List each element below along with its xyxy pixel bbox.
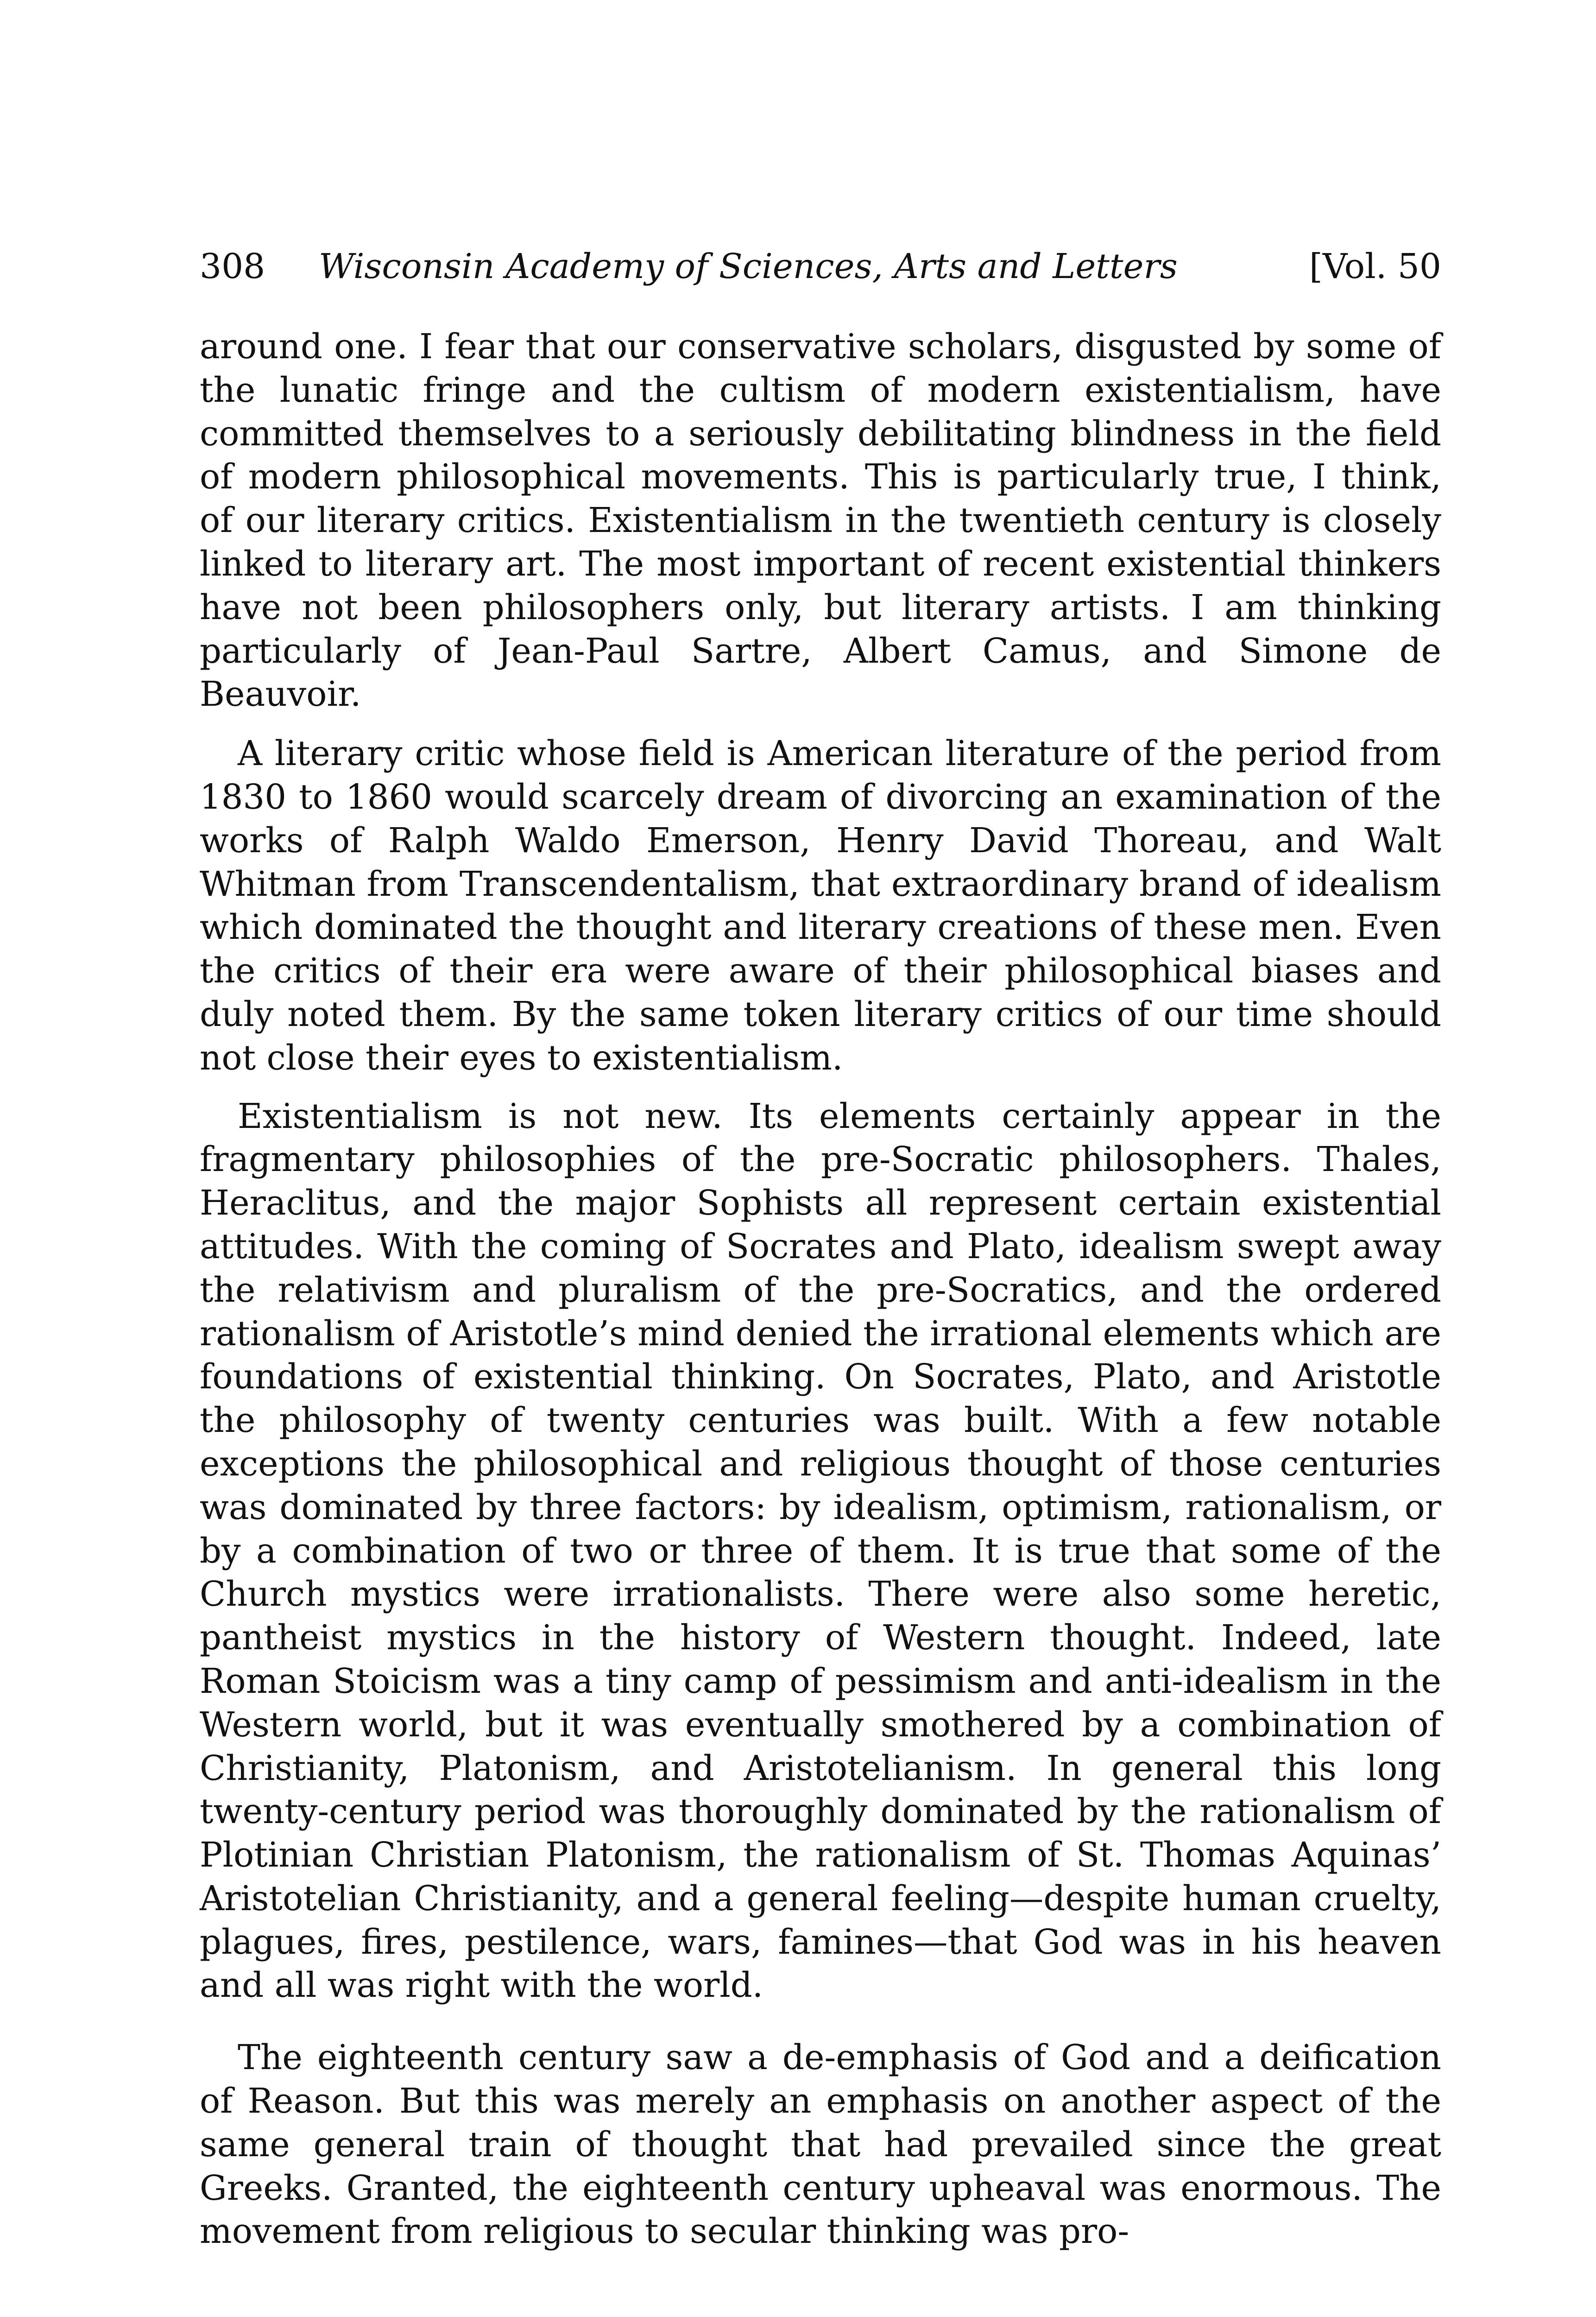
paragraph-4: The eighteenth century saw a de-emphasis of God and a deification of Reason. But this was merely an emphasis on another aspect of the same general train of thought that had prevailed since the great Greeks. Granted, the eighteenth century upheaval was enormous. The movement from religious to secular thinking was pro-	[200, 2038, 1441, 2252]
volume-label: [Vol. 50	[1309, 247, 1441, 286]
paragraph-3: Existentialism is not new. Its elements certainly appear in the fragmentary philosophies of the pre-Socratic philosophers. Thales, Heraclitus, and the major Sophists all represent certain existential attitudes. With the coming of Socrates and Plato, idealism swept away the relativism and pluralism of the pre-Socratics, and the ordered rationalism of Aristotle’s mind denied the irrational elements which are foundations of existential thinking. On Socrates, Plato, and Aristotle the philosophy of twenty centuries was built. With a few notable exceptions the philosophical and religious thought of those centuries was dominated by three factors: by idealism, optimism, rationalism, or by a combination of two or three of them. It is true that some of the Church mystics were irrationalists. There were also some heretic, pantheist mystics in the history of Western thought. Indeed, late Roman Stoicism was a tiny camp of pessimism and anti-idealism in the Western world, but it was eventually smothered by a combination of Christianity, Platonism, and Aristotelianism. In general this long twenty-century period was thoroughly dominated by the rationalism of Plotinian Christian Platonism, the rationalism of St. Thomas Aquinas’ Aristotelian Christianity, and a general feeling—despite human cruelty, plagues, fires, pestilence, wars, famines—that God was in his heaven and all was right with the world.	[200, 1096, 1441, 2006]
paragraph-1: around one. I fear that our conservative scholars, disgusted by some of the lunatic fringe and the cultism of modern existentialism, have committed themselves to a seriously debilitating blindness in the field of modern philosophical movements. This is particularly true, I think, of our literary critics. Existentialism in the twentieth century is closely linked to literary art. The most important of recent existential thinkers have not been philosophers only, but literary artists. I am thinking particularly of Jean-Paul Sartre, Albert Camus, and Simone de Beauvoir.	[200, 327, 1441, 715]
article-body	[200, 325, 1441, 2254]
page-number: 308	[200, 247, 265, 286]
journal-title: Wisconsin Academy of Sciences, Arts and Letters	[319, 247, 1178, 286]
running-head	[200, 241, 1441, 292]
paragraph-2: A literary critic whose field is American literature of the period from 1830 to 1860 would scarcely dream of divorcing an examination of the works of Ralph Waldo Emerson, Henry David Thoreau, and Walt Whitman from Transcendentalism, that extraordinary brand of idealism which dominated the thought and literary creations of these men. Even the critics of their era were aware of their philosophical biases and duly noted them. By the same token literary critics of our time should not close their eyes to existentialism.	[200, 734, 1441, 1078]
